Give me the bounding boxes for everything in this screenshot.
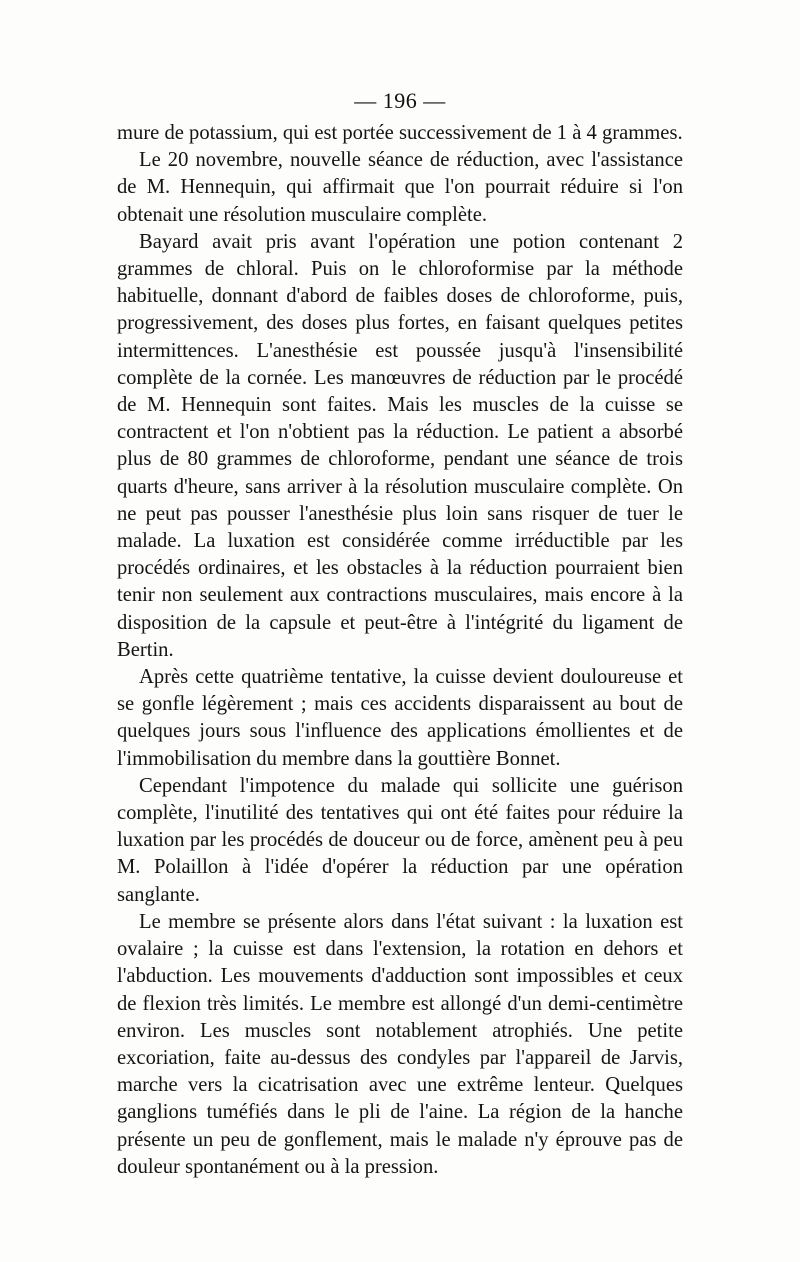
page-number: — 196 — xyxy=(354,88,446,113)
paragraph-quatrieme-tentative: Après cette quatrième tentative, la cuisse devient douloureuse et se gonfle légèrement ; mais ces accidents disparaissent au bout de quelques jours sous l'influence des applications émollientes et de l'immobilisation du membre dans la gouttière Bonnet. xyxy=(117,666,683,770)
paragraph-impotence: Cependant l'impotence du malade qui sollicite une guérison complète, l'inutilité des tentatives qui ont été faites pour réduire la luxation par les procédés de douceur ou de force, amènent peu à peu M. Polaillon à l'idée d'opérer la réduction par une opération sanglante. xyxy=(117,774,683,906)
paragraph-chloroforme: Bayard avait pris avant l'opération une potion contenant 2 grammes de chloral. Puis on le chloroformise par la méthode habituelle, donnant d'abord de faibles doses de chloroforme, puis, progressivement, des doses plus fortes, en faisant quelques petites intermittences. L'anesthésie est poussée jusqu'à l'insensibilité complète de la cornée. Les manœuvres de réduction par le procédé de M. Hennequin sont faites. Mais les muscles de la cuisse se contractent et l'on n'obtient pas la réduction. Le patient a absorbé plus de 80 grammes de chloroforme, pendant une séance de trois quarts d'heure, sans arriver à la résolution musculaire complète. On ne peut pas pousser l'anesthésie plus loin sans risquer de tuer le malade. La luxation est considérée comme irréductible par les procédés ordinaires, et les obstacles à la réduction pourraient bien tenir non seulement aux contractions musculaires, mais encore à la disposition de la capsule et peut-être à l'intégrité du ligament de Bertin. xyxy=(117,230,683,661)
body-text xyxy=(117,120,683,1181)
paragraph-etat-du-membre: Le membre se présente alors dans l'état suivant : la luxation est ovalaire ; la cuisse est dans l'extension, la rotation en dehors et l'abduction. Les mouvements d'adduction sont impossibles et ceux de flexion très limités. Le membre est allongé d'un demi-centimètre environ. Les muscles sont notablement atrophiés. Une petite excoriation, faite au-dessus des condyles par l'appareil de Jarvis, marche vers la cicatrisation avec une extrême lenteur. Quelques ganglions tuméfiés dans le pli de l'aine. La région de la hanche présente un peu de gonflement, mais le malade n'y éprouve pas de douleur spontanément ou à la pression. xyxy=(117,910,683,1178)
paragraph-seance-reduction: Le 20 novembre, nouvelle séance de réduction, avec l'assistance de M. Hennequin, qui affirmait que l'on pourrait réduire si l'on obtenait une résolution musculaire complète. xyxy=(117,149,683,226)
paragraph-continuation: mure de potassium, qui est portée successivement de 1 à 4 grammes. xyxy=(117,122,683,144)
